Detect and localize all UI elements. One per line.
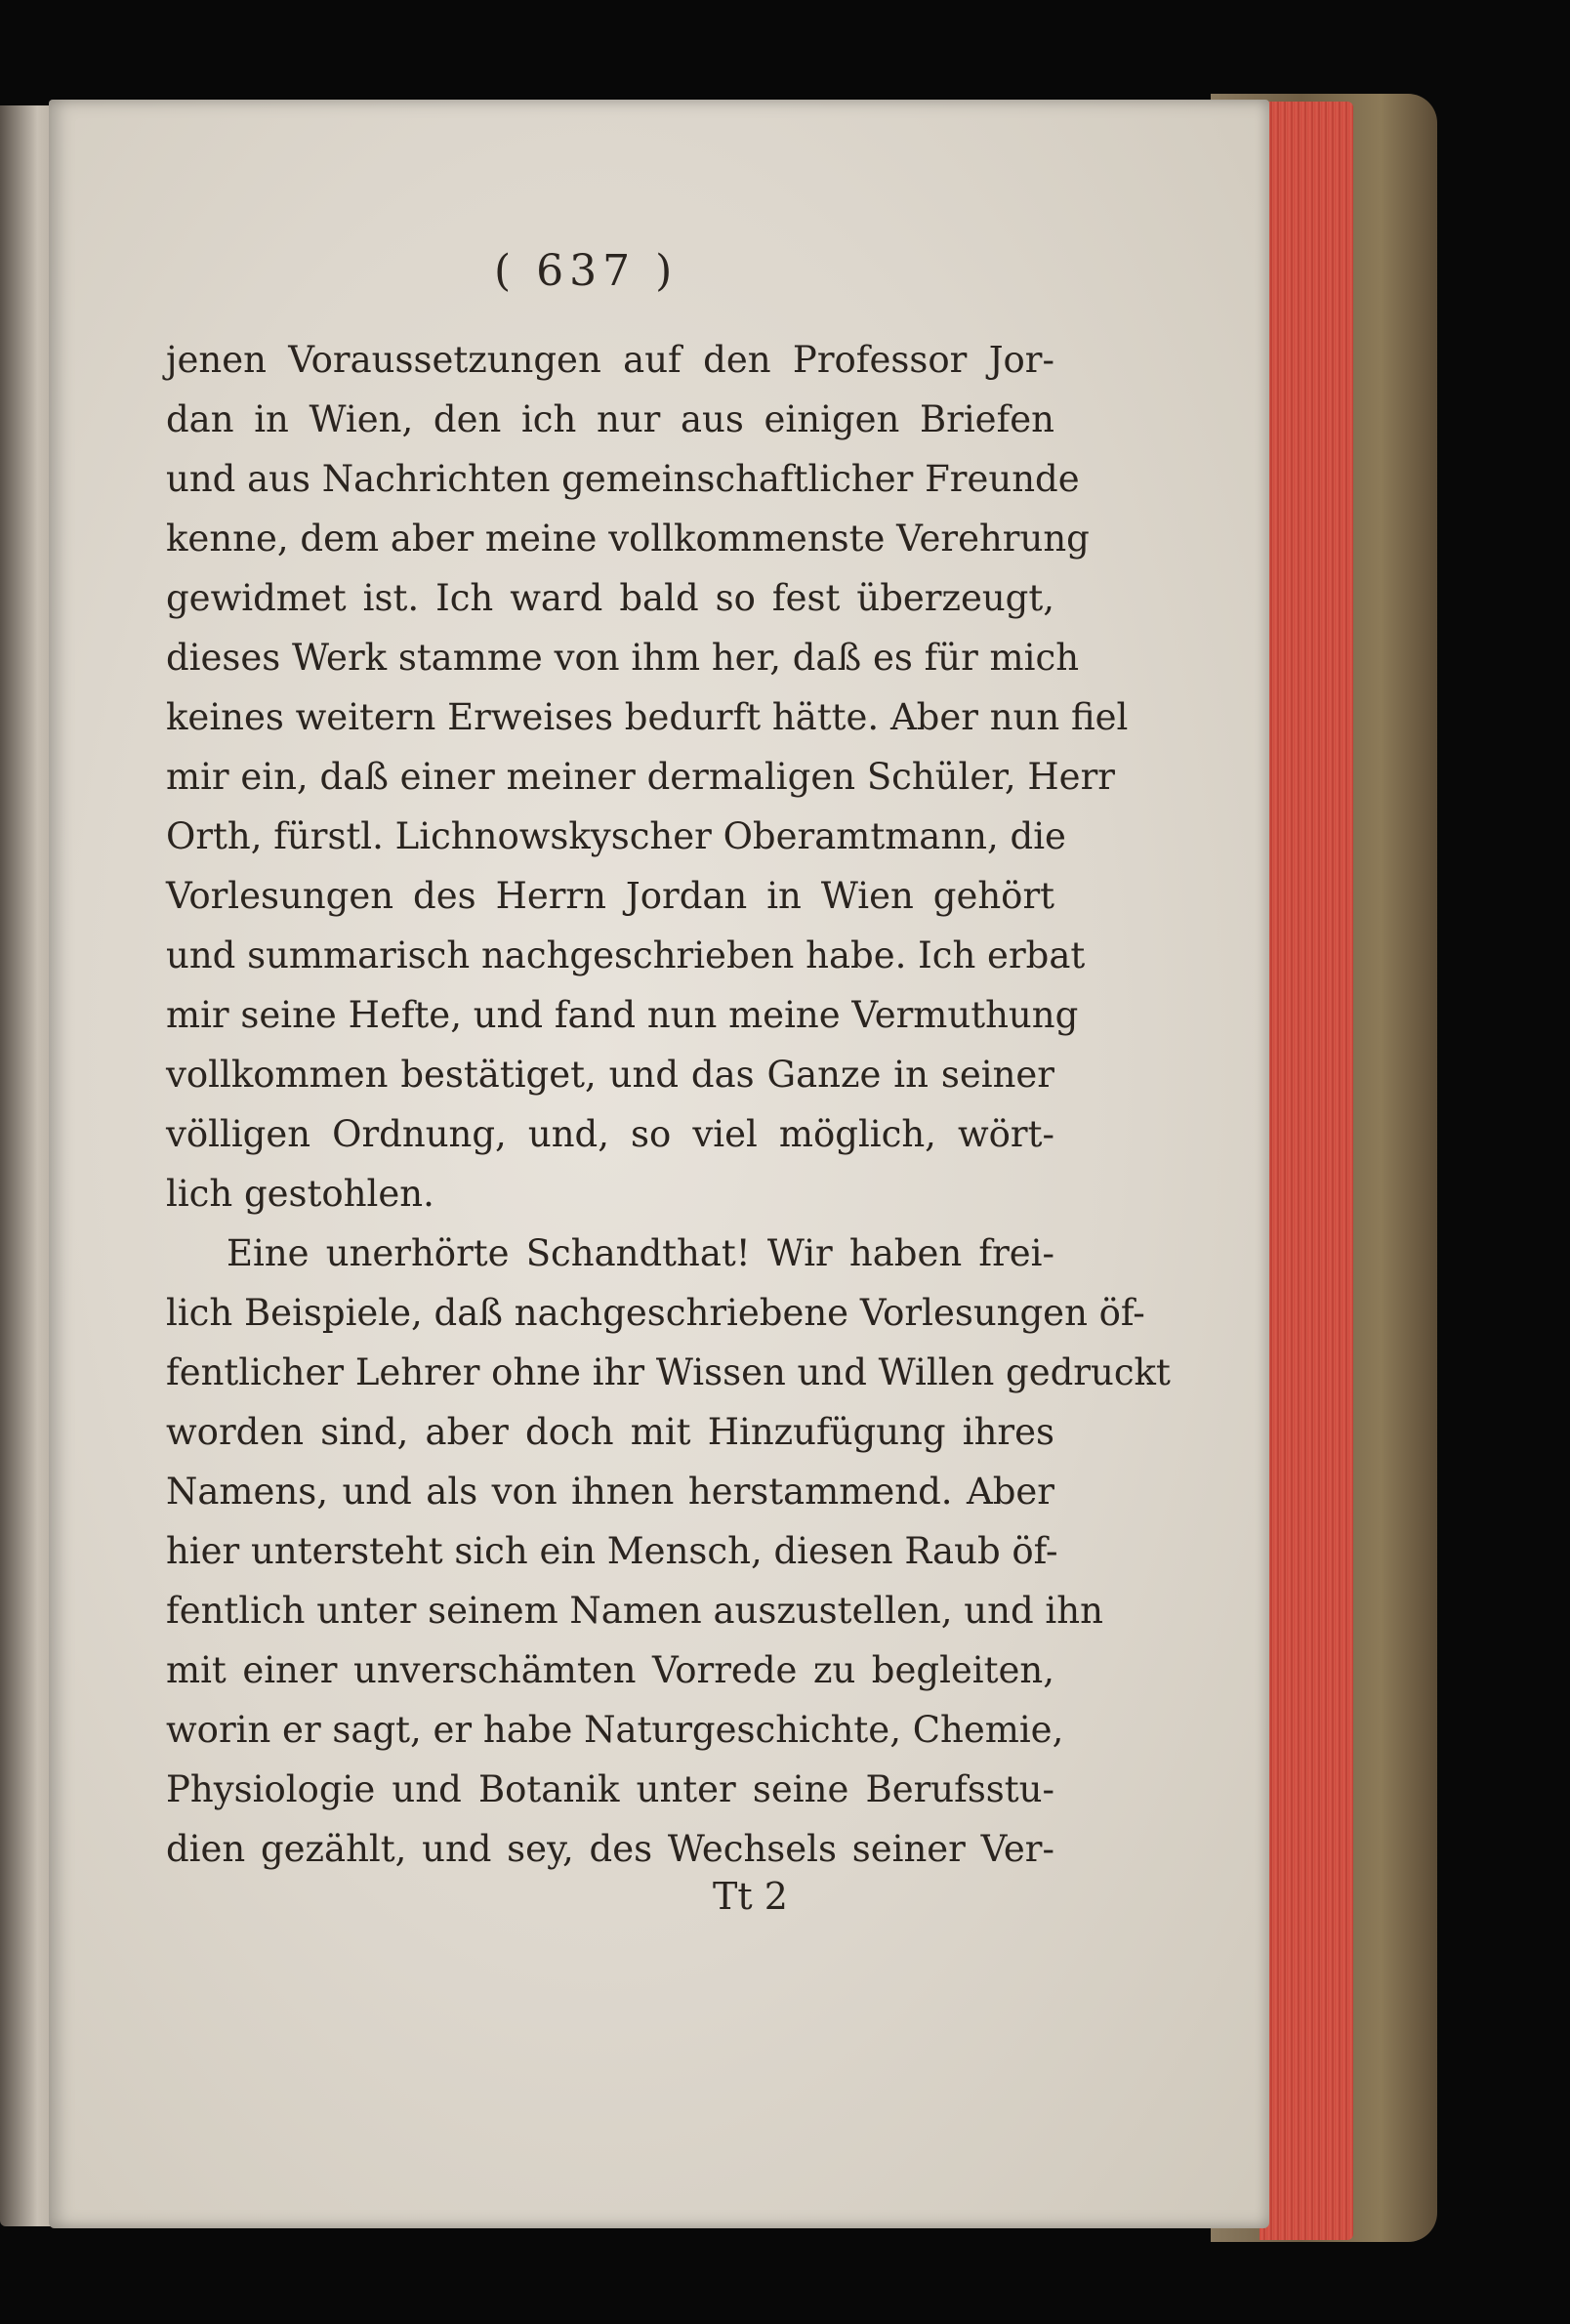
text-line: dien gezählt, und sey, des Wechsels seiner Ver- [166, 1828, 1054, 1870]
text-line: mit einer unverschämten Vorrede zu begleiten, [166, 1649, 1054, 1691]
red-page-edges [1260, 102, 1353, 2240]
text-line: Namens, und als von ihnen herstammend. Aber [166, 1471, 1054, 1513]
text-line: lich Beispiele, daß nachgeschriebene Vorlesungen öf- [166, 1292, 1145, 1334]
text-line: dieses Werk stamme von ihm her, daß es für mich [166, 637, 1080, 679]
text-line: und aus Nachrichten gemeinschaftlicher Freunde [166, 458, 1080, 500]
text-line: und summarisch nachgeschrieben habe. Ich erbat [166, 934, 1086, 976]
text-line: keines weitern Erweises bedurft hätte. Aber nun fiel [166, 696, 1129, 738]
text-line: Eine unerhörte Schandthat! Wir haben frei- [227, 1232, 1054, 1274]
catchword: Tt 2 [713, 1875, 788, 1918]
text-line: lich gestohlen. [166, 1173, 434, 1215]
text-line: Physiologie und Botanik unter seine Berufsstu- [166, 1768, 1054, 1810]
text-line: worden sind, aber doch mit Hinzufügung ihres [166, 1411, 1054, 1453]
text-line: fentlicher Lehrer ohne ihr Wissen und Willen gedruckt [166, 1351, 1171, 1393]
text-line: kenne, dem aber meine vollkommenste Verehrung [166, 518, 1090, 560]
text-line: Orth, fürstl. Lichnowskyscher Oberamtmann, die [166, 815, 1066, 857]
text-line: worin er sagt, er habe Naturgeschichte, Chemie, [166, 1709, 1064, 1751]
page-body [166, 330, 1171, 1879]
page-number: ( 637 ) [494, 246, 679, 296]
text-line: dan in Wien, den ich nur aus einigen Briefen [166, 398, 1054, 440]
text-line: gewidmet ist. Ich ward bald so fest überzeugt, [166, 577, 1054, 619]
text-line: hier untersteht sich ein Mensch, diesen Raub öf- [166, 1530, 1058, 1572]
text-line: mir seine Hefte, und fand nun meine Vermuthung [166, 994, 1079, 1036]
text-line: fentlich unter seinem Namen auszustellen, und ihn [166, 1590, 1103, 1632]
text-line: Vorlesungen des Herrn Jordan in Wien gehört [166, 875, 1054, 917]
text-line: mir ein, daß einer meiner dermaligen Schüler, Herr [166, 756, 1115, 798]
text-line: vollkommen bestätiget, und das Ganze in seiner [166, 1054, 1054, 1096]
text-line: jenen Voraussetzungen auf den Professor Jor- [166, 339, 1054, 381]
text-line: völligen Ordnung, und, so viel möglich, wört- [166, 1113, 1054, 1155]
